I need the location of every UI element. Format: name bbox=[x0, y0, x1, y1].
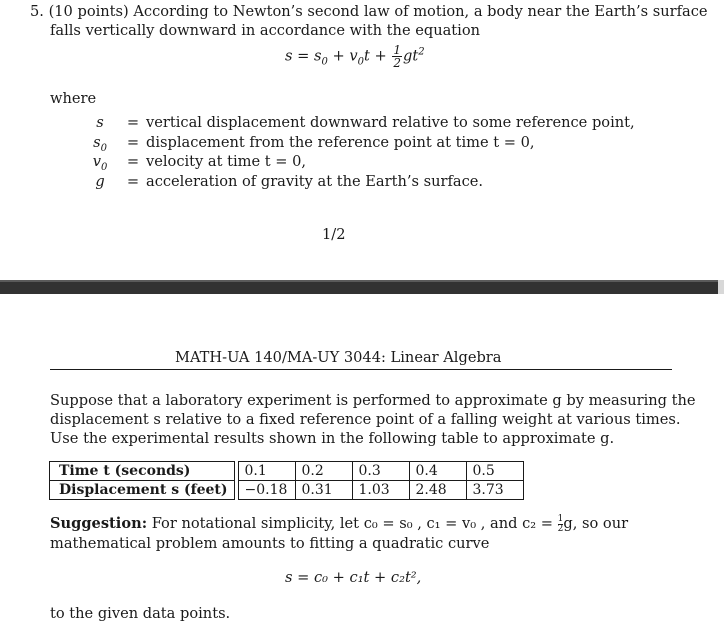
definition-symbol: $s_0$ bbox=[93, 133, 107, 154]
definition-symbol: $v_0$ bbox=[92, 153, 108, 173]
quadratic-curve-equation: s = c₀ + c₁t + c₂t², bbox=[285, 569, 422, 586]
suggestion-line1 bbox=[50, 514, 628, 534]
displacement-cell: 3.73 bbox=[466, 481, 523, 500]
displacement-cell: 0.31 bbox=[295, 481, 352, 500]
equals-sign: = bbox=[126, 172, 140, 190]
definitions-table bbox=[80, 113, 635, 191]
page-divider bbox=[0, 280, 724, 294]
displacement-cell: 1.03 bbox=[352, 481, 409, 500]
newton-equation: $s = s_0 + v_0t$ + $\frac{1}{2}$ $gt^2$ bbox=[285, 43, 425, 70]
problem-intro-line1 bbox=[30, 2, 708, 21]
time-cell: 0.1 bbox=[238, 462, 295, 481]
displacement-header: Displacement s (feet) bbox=[50, 481, 235, 500]
definition-row bbox=[80, 133, 635, 153]
definition-text: acceleration of gravity at the Earth’s surface. bbox=[146, 172, 484, 190]
time-cell: 0.3 bbox=[352, 462, 409, 481]
definition-row bbox=[80, 113, 635, 133]
displacement-cell: 2.48 bbox=[409, 481, 466, 500]
suggestion-text: For notational simplicity, let c₀ = s₀ , c₁ = v₀ , and c₂ = bbox=[151, 515, 558, 532]
time-cell: 0.5 bbox=[466, 462, 523, 481]
paragraph-line2: displacement s relative to a fixed reference point of a falling weight at various times. bbox=[50, 411, 681, 428]
equals-sign: = bbox=[126, 133, 140, 151]
time-header: Time t (seconds) bbox=[50, 462, 235, 481]
half-fraction: $\frac{1}{2}$ bbox=[393, 43, 402, 70]
equals-sign: = bbox=[126, 153, 140, 170]
suggestion-fraction: $\frac{1}{2}$ bbox=[557, 513, 564, 534]
experiment-table bbox=[49, 461, 524, 500]
table-row-time bbox=[50, 462, 524, 481]
problem-number: 5. bbox=[30, 3, 44, 20]
where-label: where bbox=[50, 90, 97, 107]
course-header: MATH-UA 140/MA-UY 3044: Linear Algebra bbox=[175, 349, 502, 366]
paragraph-line3: Use the experimental results shown in the following table to approximate g. bbox=[50, 430, 615, 447]
equals-sign: = bbox=[126, 114, 140, 131]
definition-symbol: s bbox=[96, 114, 104, 131]
definition-row bbox=[80, 172, 635, 192]
time-cell: 0.4 bbox=[409, 462, 466, 481]
displacement-cell: −0.18 bbox=[238, 481, 295, 500]
definition-text: displacement from the reference point at time t = 0, bbox=[146, 133, 535, 151]
definition-text: velocity at time t = 0, bbox=[146, 153, 307, 170]
suggestion-text-end: g, so our bbox=[563, 515, 629, 532]
table-row-displacement bbox=[50, 481, 524, 500]
header-rule bbox=[50, 369, 672, 370]
suggestion-line2: mathematical problem amounts to fitting a quadratic curve bbox=[50, 535, 490, 552]
problem-intro-line2: falls vertically downward in accordance with the equation bbox=[50, 22, 481, 39]
page-number: 1/2 bbox=[322, 226, 346, 243]
definition-row bbox=[80, 152, 635, 172]
closing-line: to the given data points. bbox=[50, 605, 231, 622]
time-cell: 0.2 bbox=[295, 462, 352, 481]
problem-intro-text: According to Newton’s second law of motion, a body near the Earth’s surface bbox=[133, 3, 708, 20]
definition-text: vertical displacement downward relative to some reference point, bbox=[146, 114, 635, 131]
definition-symbol: g bbox=[95, 172, 105, 190]
paragraph-line1: Suppose that a laboratory experiment is performed to approximate g by measuring the bbox=[50, 392, 696, 409]
suggestion-label: Suggestion: bbox=[50, 515, 148, 532]
problem-points: (10 points) bbox=[48, 3, 129, 20]
